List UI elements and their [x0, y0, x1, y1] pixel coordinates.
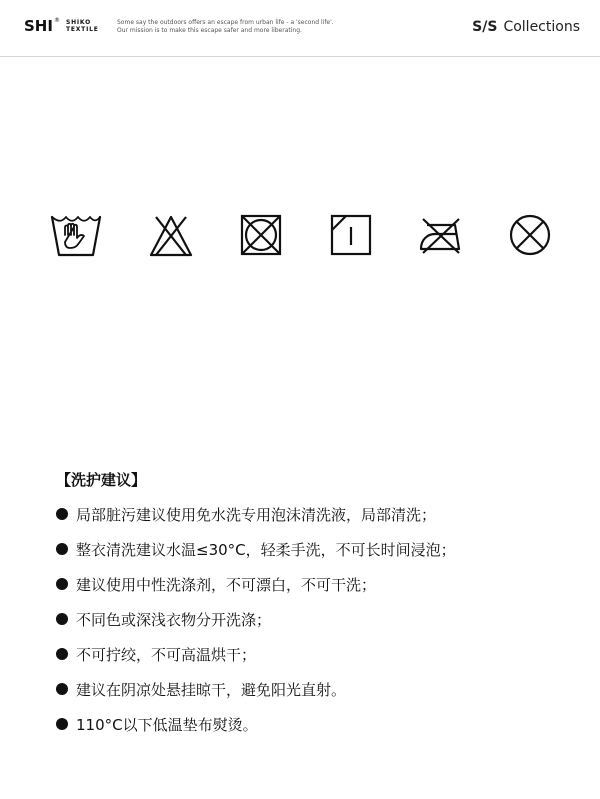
tagline	[117, 19, 334, 35]
list-item	[56, 503, 456, 525]
tagline-line-1: Some say the outdoors offers an escape from urban life - a 'second life'.	[117, 19, 334, 26]
list-item-text: 不可拧绞，不可高温烘干；	[76, 645, 257, 664]
collections-link[interactable]	[472, 18, 580, 36]
logo-word-shiko: SHIKO	[65, 19, 92, 26]
list-item-text: 不同色或深浅衣物分开洗涤；	[76, 610, 272, 629]
hand-wash-icon	[46, 205, 106, 265]
list-item	[56, 538, 456, 560]
do-not-dry-clean-icon	[500, 205, 560, 265]
list-item	[56, 608, 456, 630]
do-not-bleach-icon	[141, 205, 201, 265]
do-not-iron-icon	[411, 205, 471, 265]
bullet-icon	[56, 543, 68, 555]
list-item-text: 局部脏污建议使用免水洗专用泡沫清洗液，局部清洗；	[76, 505, 437, 524]
logo-wordmark	[66, 19, 99, 33]
drip-dry-shade-icon	[321, 205, 381, 265]
bullet-icon	[56, 508, 68, 520]
do-not-tumble-dry-icon	[231, 205, 291, 265]
care-advice-list	[56, 503, 456, 735]
tagline-line-2: Our mission is to make this escape safer and more liberating.	[117, 27, 302, 34]
list-item-text: 建议在阴凉处悬挂晾干，避免阳光直射。	[76, 680, 347, 699]
list-item	[56, 678, 456, 700]
collections-label: Collections	[503, 19, 580, 35]
bullet-icon	[56, 683, 68, 695]
brand-logo[interactable]	[24, 18, 99, 34]
season-label: S/S	[472, 19, 498, 35]
list-item-text: 110°C以下低温垫布熨烫。	[76, 715, 258, 734]
bullet-icon	[56, 718, 68, 730]
list-item	[56, 713, 456, 735]
list-item-text: 建议使用中性洗涤剂，不可漂白，不可干洗；	[76, 575, 377, 594]
bullet-icon	[56, 578, 68, 590]
care-advice-title: 【洗护建议】	[56, 471, 147, 489]
bullet-icon	[56, 648, 68, 660]
list-item	[56, 573, 456, 595]
bullet-icon	[56, 613, 68, 625]
logo-word-textile: TEXTILE	[65, 26, 99, 33]
list-item	[56, 643, 456, 665]
care-advice	[56, 469, 456, 748]
logo-mark: SHI	[24, 17, 53, 35]
header	[0, 0, 600, 57]
care-icons-row	[0, 205, 600, 265]
list-item-text: 整衣清洗建议水温≤30°C，轻柔手洗，不可长时间浸泡；	[76, 540, 456, 559]
registered-mark: ®	[53, 16, 60, 24]
